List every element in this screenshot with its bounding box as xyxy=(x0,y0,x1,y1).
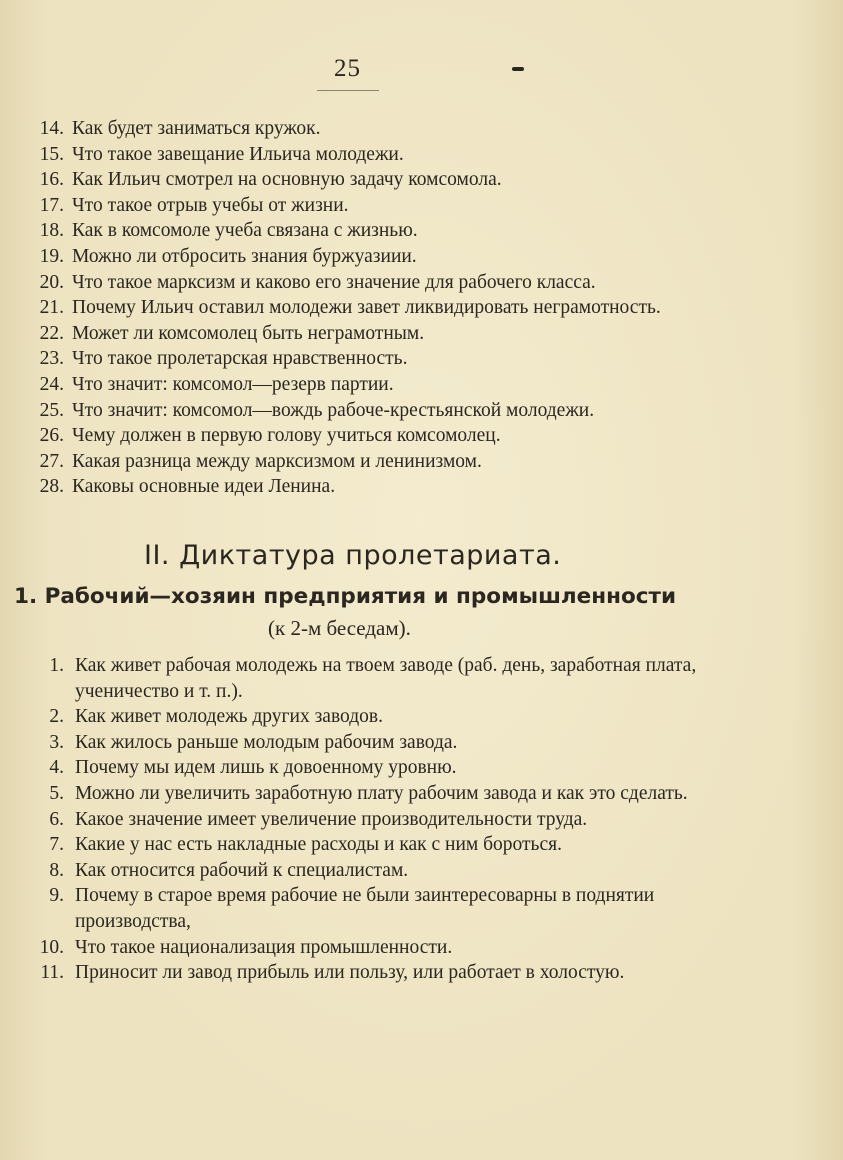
item-text: Что значит: комсомол—резерв партии. xyxy=(72,373,394,395)
item-text: Какая разница между марксизмом и ленинизмом. xyxy=(72,450,482,472)
list-item xyxy=(0,960,727,986)
list-item xyxy=(0,142,727,168)
item-number: 22. xyxy=(39,322,64,344)
list-item xyxy=(0,832,727,858)
item-number: 2. xyxy=(49,706,64,728)
item-text: Приносит ли завод прибыль или пользу, или работает в холостую. xyxy=(75,962,625,984)
list-item xyxy=(0,474,727,500)
item-text: Что значит: комсомол—вождь рабоче-крестьянской молодежи. xyxy=(72,399,595,421)
item-number: 15. xyxy=(39,143,64,165)
item-number: 28. xyxy=(39,476,64,498)
item-number: 14. xyxy=(39,118,64,139)
item-number: 5. xyxy=(49,782,64,804)
list-item xyxy=(0,372,727,398)
list-item xyxy=(0,449,727,475)
item-number: 7. xyxy=(49,834,64,856)
list-item xyxy=(0,346,727,372)
list-item xyxy=(0,858,727,884)
item-text: Как будет заниматься кружок. xyxy=(72,118,321,139)
item-text: Может ли комсомолец быть неграмотным. xyxy=(72,322,425,344)
list-item xyxy=(0,295,727,321)
question-list-1 xyxy=(0,116,727,500)
list-item xyxy=(0,116,727,142)
list-item xyxy=(0,270,727,296)
item-text: Почему мы идем лишь к довоенному уровню. xyxy=(75,757,457,779)
page-number: 25 xyxy=(334,55,361,82)
list-item xyxy=(0,321,727,347)
list-item xyxy=(0,883,727,934)
item-number: 25. xyxy=(39,399,64,421)
item-text: Как жилось раньше молодым рабочим завода. xyxy=(75,731,458,753)
item-text: Почему Ильич оставил молодежи завет ликвидировать неграмотность. xyxy=(72,297,661,319)
item-number: 9. xyxy=(49,885,64,907)
list-item xyxy=(0,423,727,449)
item-number: 27. xyxy=(39,450,64,472)
page-number-rule xyxy=(317,90,379,91)
item-text: Как живет рабочая молодежь на твоем заводе (раб. день, заработная плата, ученичество и т. п.). xyxy=(75,655,697,702)
list-item xyxy=(0,781,727,807)
item-text: Что такое завещание Ильича молодежи. xyxy=(72,143,404,165)
list-item xyxy=(0,704,727,730)
item-number: 20. xyxy=(39,271,64,293)
list-item xyxy=(0,193,727,219)
item-text: Можно ли отбросить знания буржуазиии. xyxy=(72,245,417,267)
item-number: 17. xyxy=(39,194,64,216)
item-text: Как в комсомоле учеба связана с жизнью. xyxy=(72,220,418,242)
item-text: Как относится рабочий к специалистам. xyxy=(75,859,409,881)
item-number: 8. xyxy=(49,859,64,881)
item-number: 1. xyxy=(49,655,64,676)
section-title: II. Диктатура пролетариата. xyxy=(144,540,562,571)
list-item xyxy=(0,218,727,244)
item-text: Какие у нас есть накладные расходы и как с ним бороться. xyxy=(75,834,562,856)
list-item xyxy=(0,730,727,756)
subsection-note: (к 2-м беседам). xyxy=(268,616,411,640)
item-number: 16. xyxy=(39,169,64,191)
item-number: 24. xyxy=(39,373,64,395)
list-item xyxy=(0,244,727,270)
item-text: Можно ли увеличить заработную плату рабочим завода и как это сделать. xyxy=(75,782,688,804)
item-text: Что такое пролетарская нравственность. xyxy=(72,348,408,370)
item-number: 3. xyxy=(49,731,64,753)
item-number: 4. xyxy=(49,757,64,779)
item-text: Какое значение имеет увеличение производительности труда. xyxy=(75,808,588,830)
item-number: 19. xyxy=(39,245,64,267)
item-number: 10. xyxy=(39,936,64,958)
item-number: 18. xyxy=(39,220,64,242)
list-item xyxy=(0,653,727,704)
ink-mark xyxy=(512,67,524,71)
list-item xyxy=(0,167,727,193)
list-item xyxy=(0,398,727,424)
item-number: 23. xyxy=(39,348,64,370)
list-item xyxy=(0,755,727,781)
item-text: Чему должен в первую голову учиться комсомолец. xyxy=(72,425,501,447)
question-list-2 xyxy=(0,653,727,986)
list-item xyxy=(0,935,727,961)
item-text: Как Ильич смотрел на основную задачу комсомола. xyxy=(72,169,502,191)
list-item xyxy=(0,807,727,833)
subsection-title: 1. Рабочий—хозяин предприятия и промышленности xyxy=(14,584,677,609)
item-text: Как живет молодежь других заводов. xyxy=(75,706,383,728)
item-number: 26. xyxy=(39,425,64,447)
item-text: Почему в старое время рабочие не были заинтересоварны в поднятии производства, xyxy=(75,885,655,932)
item-text: Каковы основные идеи Ленина. xyxy=(72,476,336,498)
item-text: Что такое марксизм и каково его значение для рабочего класса. xyxy=(72,271,596,293)
item-number: 11. xyxy=(40,962,64,984)
item-number: 6. xyxy=(49,808,64,830)
item-number: 21. xyxy=(39,297,64,319)
item-text: Что такое отрыв учебы от жизни. xyxy=(72,194,349,216)
item-text: Что такое национализация промышленности. xyxy=(75,936,453,958)
